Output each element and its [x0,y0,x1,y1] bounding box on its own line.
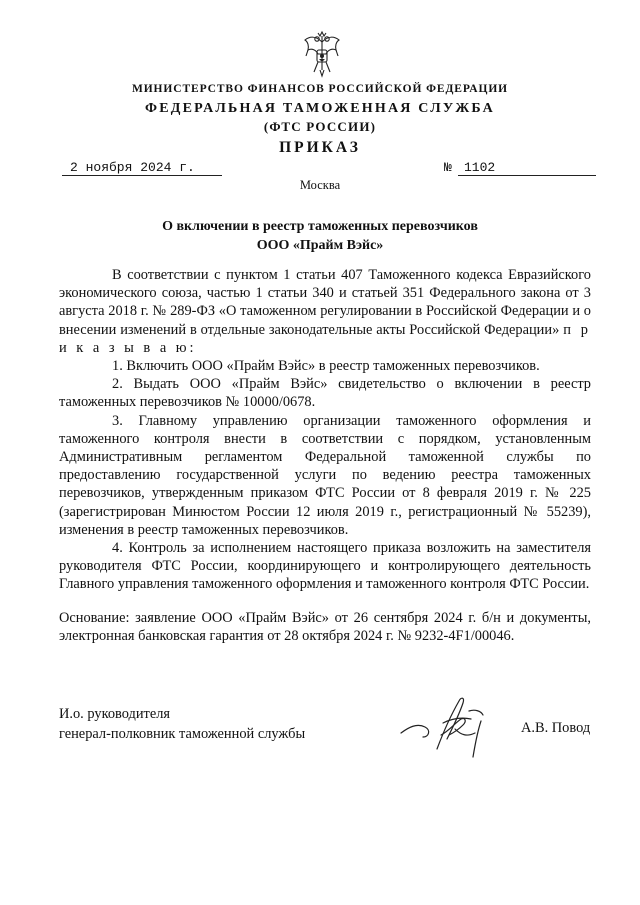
order-number: 1102 [458,160,596,176]
signatory-position [59,704,305,744]
order-item-1: 1. Включить ООО «Прайм Вэйс» в реестр таможенных перевозчиков. [112,358,540,375]
preamble-paragraph [59,266,591,357]
city: Москва [299,178,341,192]
order-title [100,217,540,255]
number-sign: № [444,160,452,175]
order-title-line1: О включении в реестр таможенных перевозчиков [162,219,478,234]
service-short-name: (ФТС РОССИИ) [263,119,377,134]
order-title-line2: ООО «Прайм Вэйс» [256,238,384,253]
coat-of-arms-icon [302,30,342,78]
order-item-3: 3. Главному управлению организации таможенного оформления и таможенного контроля внести в соответствии с порядком, установленным Административным регламентом Федеральной таможенной службы по предоставлению государственной услуги по ведению реестра таможенных перевозчиков, утвержденным приказом ФТС России от 8 февраля 2019 г. № 225 (зарегистрирован Минюстом России 12 июля 2019 г., регистрационный № 55239), изменения в реестр таможенных перевозчиков. [59,412,591,538]
basis-paragraph: Основание: заявление ООО «Прайм Вэйс» от 26 сентября 2024 г. б/н и документы, электронная банковская гарантия от 28 октября 2024 г. № 9232-4F1/00046. [59,609,591,644]
order-date: 2 ноября 2024 г. [62,160,222,176]
signatory-position-line1: И.о. руководителя [59,706,171,722]
document-type: ПРИКАЗ [279,139,361,156]
signatory-position-line2: генерал-полковник таможенной службы [59,726,306,742]
handwritten-signature [395,693,507,763]
ministry-name: МИНИСТЕРСТВО ФИНАНСОВ РОССИЙСКОЙ ФЕДЕРАЦИИ [131,83,509,95]
order-item-4: 4. Контроль за исполнением настоящего приказа возложить на заместителя руководителя ФТС России, координирующего и контролирующего деятельность Главного управления таможенного оформления и таможенного контроля ФТС России. [59,540,591,593]
preamble-text: В соответствии с пунктом 1 статьи 407 Таможенного кодекса Евразийского экономического союза, частью 1 статьи 340 и статьей 351 Федерального закона от 3 августа 2018 г. № 289-ФЗ «О таможенном регулировании в Российской Федерации и о внесении изменений в отдельные законодательные акты Российской Федерации» [59,267,591,338]
service-name: ФЕДЕРАЛЬНАЯ ТАМОЖЕННАЯ СЛУЖБА [145,101,495,116]
signatory-name: А.В. Повод [521,720,591,736]
order-item-2: 2. Выдать ООО «Прайм Вэйс» свидетельство о включении в реестр таможенных перевозчиков № 10000/0678. [59,376,591,411]
order-word: п р и к а з ы в а ю: [59,321,591,356]
order-body [59,266,591,645]
